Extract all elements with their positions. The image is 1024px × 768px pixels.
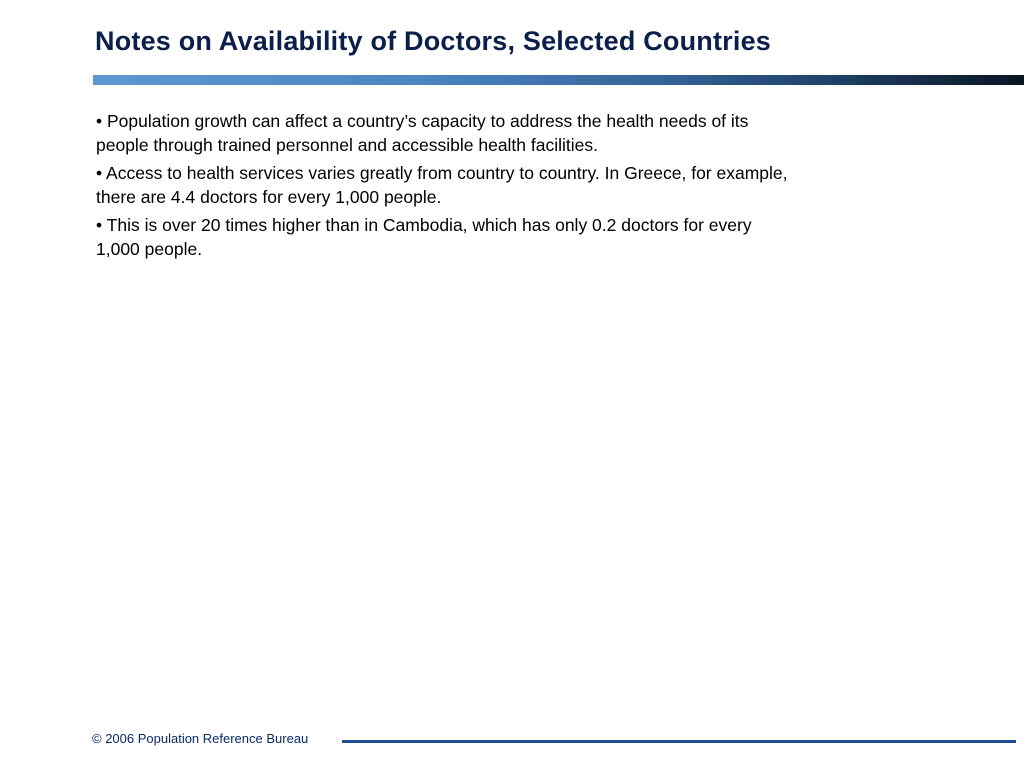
bullet-item: • Population growth can affect a country’s capacity to address the health needs of its people through trained personnel and accessible health facilities. (96, 111, 749, 155)
title-divider (93, 75, 1024, 85)
footer-divider (342, 740, 1016, 743)
copyright-footer: © 2006 Population Reference Bureau (92, 731, 309, 746)
bullet-item: • This is over 20 times higher than in Cambodia, which has only 0.2 doctors for every 1,000 people. (96, 215, 752, 259)
bullet-list (96, 109, 796, 265)
bullet-item: • Access to health services varies greatly from country to country. In Greece, for example, there are 4.4 doctors for every 1,000 people. (96, 163, 788, 207)
page-title: Notes on Availability of Doctors, Selected Countries (95, 26, 772, 56)
